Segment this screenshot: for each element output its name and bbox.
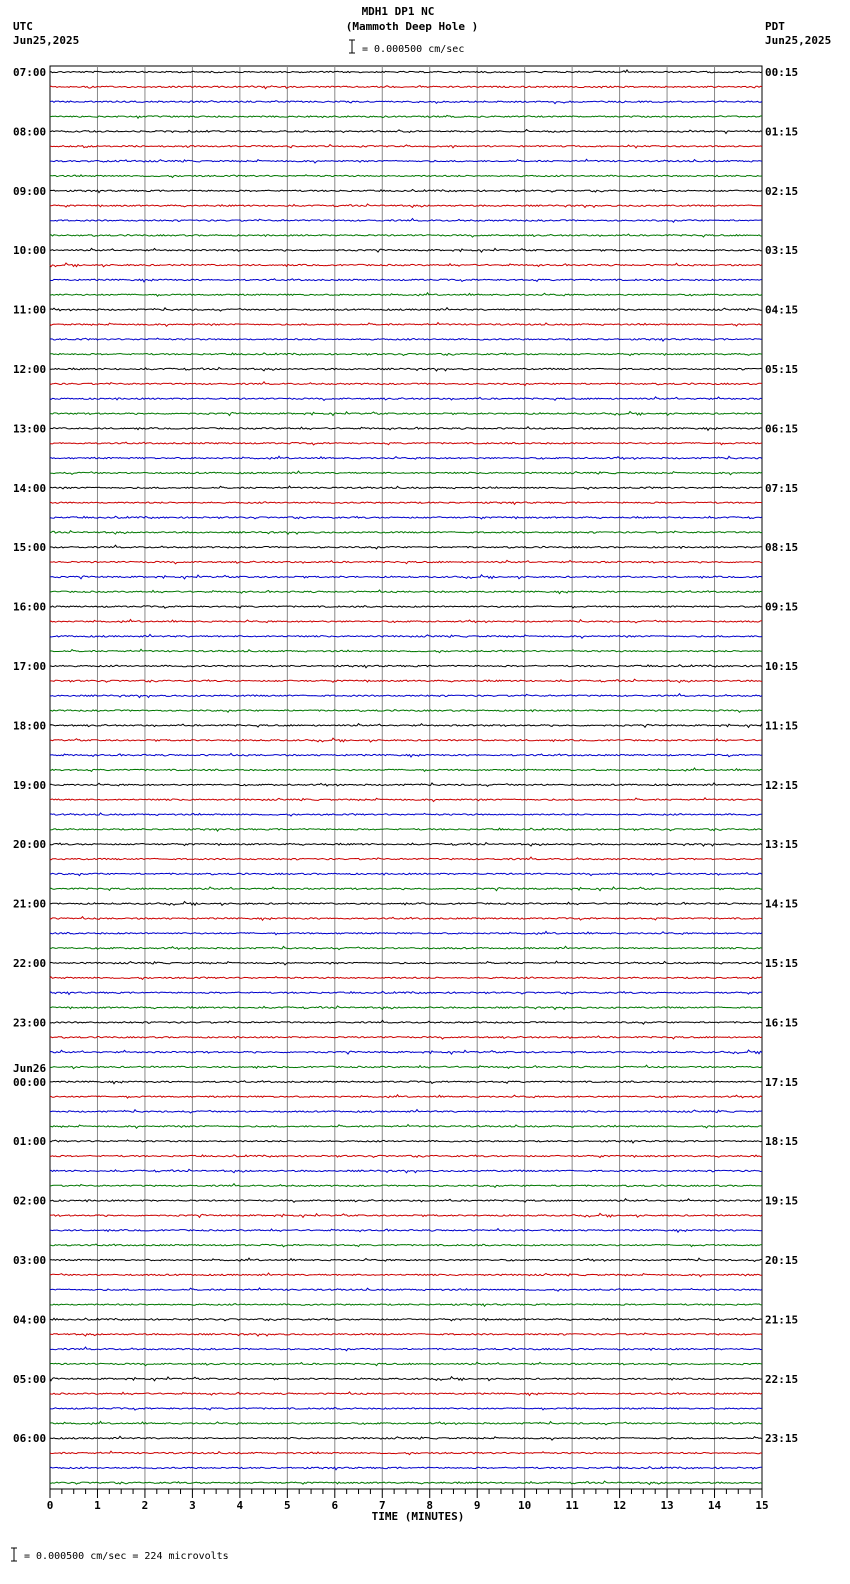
- trace-line: [50, 843, 762, 847]
- pdt-hour-label: 19:15: [765, 1194, 799, 1208]
- utc-hour-label: 12:00: [13, 363, 47, 376]
- trace-line: [50, 338, 762, 341]
- utc-hour-label: 10:00: [13, 244, 47, 258]
- trace-line: [50, 560, 762, 564]
- x-axis-label: TIME (MINUTES): [371, 1510, 465, 1523]
- utc-hour-label: 13:00: [13, 422, 47, 436]
- x-tick-label: 9: [473, 1499, 481, 1512]
- trace-line: [50, 1421, 762, 1424]
- trace-line: [50, 412, 762, 416]
- utc-hour-label: 20:00: [13, 838, 47, 852]
- utc-hour-label: 17:00: [13, 660, 47, 673]
- x-tick-label: 7: [378, 1499, 386, 1512]
- utc-hour-label: 04:00: [13, 1313, 47, 1327]
- pdt-hour-label: 22:15: [765, 1372, 799, 1386]
- trace-line: [50, 382, 762, 386]
- trace-line: [50, 1140, 762, 1143]
- footer-scale-note: = 0.000500 cm/sec = 224 microvolts: [24, 1551, 229, 1562]
- pdt-hour-label: 23:15: [765, 1432, 799, 1446]
- pdt-hour-label: 18:15: [765, 1135, 799, 1149]
- pdt-hour-label: 16:15: [765, 1016, 799, 1030]
- utc-hour-label: 07:00: [13, 66, 47, 79]
- pdt-hour-label: 01:15: [765, 125, 799, 139]
- trace-line: [50, 234, 762, 237]
- trace-line: [50, 1481, 762, 1484]
- pdt-hour-label: 13:15: [765, 838, 799, 852]
- trace-line: [50, 977, 762, 980]
- trace-line: [50, 606, 762, 609]
- pdt-hour-label: 09:15: [765, 600, 799, 614]
- x-tick-label: 12: [612, 1499, 627, 1512]
- trace-line: [50, 946, 762, 949]
- x-tick-label: 0: [46, 1499, 54, 1512]
- trace-line: [50, 516, 762, 519]
- trace-line: [50, 590, 762, 594]
- utc-hour-label: 01:00: [13, 1135, 47, 1149]
- trace-line: [50, 1408, 762, 1411]
- trace-line: [50, 248, 762, 252]
- trace-line: [50, 1333, 762, 1336]
- pdt-hour-label: 20:15: [765, 1254, 799, 1267]
- trace-line: [50, 1199, 762, 1203]
- pdt-hour-label: 15:15: [765, 957, 799, 970]
- trace-line: [50, 1258, 762, 1261]
- trace-line: [50, 710, 762, 713]
- trace-line: [50, 442, 762, 445]
- trace-line: [50, 1006, 762, 1010]
- pdt-hour-labels: [765, 66, 798, 1445]
- station-title: MDH1 DP1 NC: [361, 5, 435, 18]
- right-timezone: PDT: [765, 20, 785, 33]
- utc-hour-label: 02:00: [13, 1194, 47, 1208]
- pdt-hour-label: 12:15: [765, 778, 799, 792]
- trace-line: [50, 873, 762, 876]
- left-date: Jun25,2025: [13, 34, 80, 47]
- trace-line: [50, 1273, 762, 1277]
- x-tick-label: 6: [331, 1499, 339, 1512]
- trace-line: [50, 1169, 762, 1173]
- trace-line: [50, 1050, 762, 1054]
- x-tick-label: 14: [707, 1499, 722, 1512]
- scale-label: = 0.000500 cm/sec: [362, 44, 465, 55]
- scale-bar-icon: [349, 40, 355, 53]
- trace-line: [50, 175, 762, 178]
- trace-line: [50, 456, 762, 459]
- trace-line: [50, 86, 762, 89]
- utc-hour-label: 05:00: [13, 1372, 47, 1386]
- trace-line: [50, 798, 762, 802]
- trace-line: [50, 1304, 762, 1307]
- utc-hour-label: 22:00: [13, 957, 47, 970]
- utc-hour-label: 16:00: [13, 600, 47, 614]
- trace-line: [50, 190, 762, 193]
- right-date: Jun25,2025: [765, 34, 832, 47]
- footer-scale-icon: [11, 1548, 17, 1561]
- trace-line: [50, 724, 762, 728]
- utc-hour-label: 08:00: [13, 125, 47, 139]
- pdt-hour-label: 02:15: [765, 184, 799, 198]
- trace-line: [50, 1213, 762, 1217]
- trace-line: [50, 1436, 762, 1440]
- trace-line: [50, 70, 762, 73]
- trace-line: [50, 813, 762, 816]
- pdt-hour-label: 14:15: [765, 897, 799, 911]
- trace-line: [50, 531, 762, 535]
- utc-hour-label: 00:00: [13, 1075, 47, 1089]
- trace-line: [50, 145, 762, 148]
- x-tick-label: 2: [141, 1499, 149, 1512]
- trace-line: [50, 486, 762, 489]
- trace-line: [50, 263, 762, 267]
- trace-line: [50, 1229, 762, 1233]
- trace-line: [50, 293, 762, 296]
- trace-line: [50, 665, 762, 668]
- utc-hour-label: 03:00: [13, 1254, 47, 1267]
- trace-line: [50, 1244, 762, 1247]
- utc-hour-label: 09:00: [13, 184, 47, 198]
- trace-line: [50, 1318, 762, 1321]
- x-tick-label: 5: [284, 1499, 291, 1512]
- trace-line: [50, 219, 762, 223]
- utc-hour-labels: [13, 66, 46, 1445]
- trace-line: [50, 130, 762, 134]
- trace-line: [50, 679, 762, 682]
- trace-line: [50, 353, 762, 356]
- trace-line: [50, 1377, 762, 1381]
- date-change-label: Jun26: [13, 1061, 47, 1075]
- site-name: (Mammoth Deep Hole ): [345, 20, 479, 33]
- x-tick-label: 4: [236, 1499, 244, 1512]
- pdt-hour-label: 04:15: [765, 303, 799, 317]
- trace-line: [50, 783, 762, 786]
- pdt-hour-label: 08:15: [765, 541, 799, 555]
- trace-line: [50, 397, 762, 401]
- trace-line: [50, 575, 762, 579]
- x-tick-label: 13: [660, 1499, 674, 1512]
- trace-line: [50, 620, 762, 623]
- trace-line: [50, 857, 762, 860]
- trace-line: [50, 738, 762, 742]
- x-tick-label: 11: [565, 1499, 579, 1512]
- trace-line: [50, 1451, 762, 1454]
- left-timezone: UTC: [13, 20, 33, 33]
- trace-line: [50, 649, 762, 652]
- pdt-hour-label: 05:15: [765, 363, 799, 376]
- trace-line: [50, 768, 762, 771]
- x-tick-label: 8: [426, 1499, 434, 1512]
- pdt-hour-label: 11:15: [765, 719, 799, 733]
- trace-line: [50, 1065, 762, 1069]
- utc-hour-label: 23:00: [13, 1016, 47, 1030]
- pdt-hour-label: 03:15: [765, 244, 799, 258]
- trace-line: [50, 753, 762, 757]
- trace-line: [50, 1110, 762, 1113]
- trace-line: [50, 471, 762, 475]
- trace-line: [50, 367, 762, 371]
- trace-line: [50, 279, 762, 282]
- trace-line: [50, 1392, 762, 1396]
- trace-line: [50, 1125, 762, 1129]
- trace-line: [50, 1081, 762, 1084]
- trace-line: [50, 694, 762, 698]
- trace-line: [50, 902, 762, 906]
- pdt-hour-label: 21:15: [765, 1313, 799, 1327]
- trace-line: [50, 917, 762, 921]
- trace-line: [50, 308, 762, 311]
- seismic-traces: [50, 70, 762, 1485]
- pdt-hour-label: 07:15: [765, 481, 799, 495]
- trace-line: [50, 159, 762, 163]
- trace-line: [50, 634, 762, 638]
- utc-hour-label: 14:00: [13, 481, 47, 495]
- trace-line: [50, 1095, 762, 1098]
- x-axis: [47, 1489, 769, 1512]
- trace-line: [50, 1020, 762, 1024]
- trace-line: [50, 1362, 762, 1366]
- utc-hour-label: 11:00: [13, 303, 47, 317]
- utc-hour-label: 21:00: [13, 897, 47, 911]
- x-tick-label: 15: [755, 1499, 769, 1512]
- pdt-hour-label: 06:15: [765, 422, 799, 436]
- trace-line: [50, 502, 762, 505]
- utc-hour-label: 18:00: [13, 719, 47, 733]
- trace-line: [50, 961, 762, 965]
- trace-line: [50, 545, 762, 549]
- pdt-hour-label: 00:15: [765, 66, 799, 79]
- trace-line: [50, 828, 762, 831]
- trace-line: [50, 931, 762, 934]
- trace-line: [50, 1155, 762, 1158]
- utc-hour-label: 06:00: [13, 1432, 47, 1446]
- trace-line: [50, 1184, 762, 1188]
- pdt-hour-label: 17:15: [765, 1075, 799, 1089]
- trace-line: [50, 1467, 762, 1470]
- trace-line: [50, 101, 762, 104]
- trace-line: [50, 991, 762, 994]
- trace-line: [50, 427, 762, 431]
- trace-line: [50, 1347, 762, 1351]
- utc-hour-label: 15:00: [13, 541, 47, 555]
- trace-line: [50, 1288, 762, 1291]
- pdt-hour-label: 10:15: [765, 660, 799, 673]
- x-tick-label: 3: [189, 1499, 196, 1512]
- x-tick-label: 1: [94, 1499, 101, 1512]
- trace-line: [50, 204, 762, 208]
- trace-line: [50, 115, 762, 118]
- trace-line: [50, 323, 762, 327]
- utc-hour-label: 19:00: [13, 778, 47, 792]
- x-tick-label: 10: [518, 1499, 532, 1512]
- trace-line: [50, 887, 762, 891]
- trace-line: [50, 1036, 762, 1039]
